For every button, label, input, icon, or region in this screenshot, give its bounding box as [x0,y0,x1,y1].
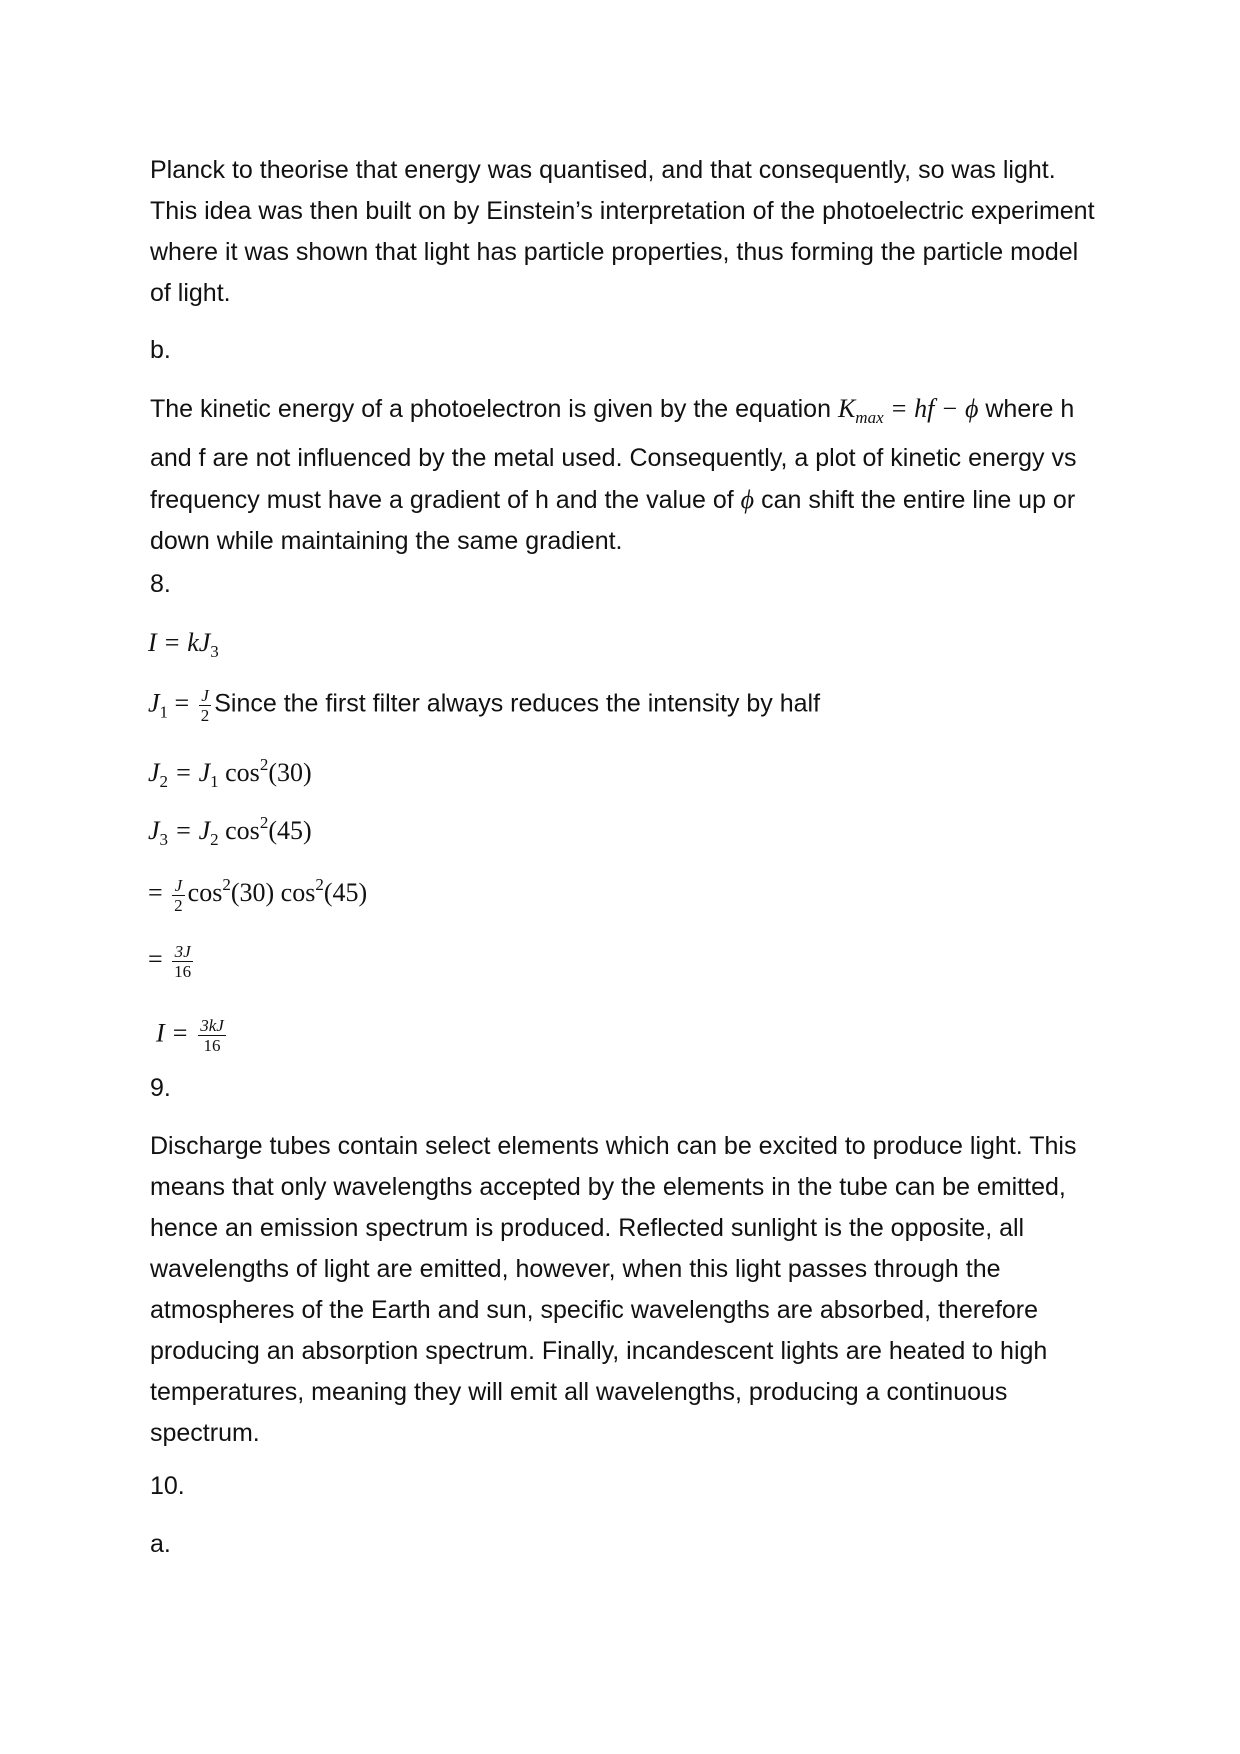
kinetic-text-3: can shift the entire line up or down while maintaining the same gradient. [150,486,1076,555]
paragraph-kinetic-energy [150,388,1095,562]
eq-j2: $J_2 = J_1$ $\cos^2(30)$ [148,755,312,791]
question-8-label: 8. [150,570,171,598]
question-10-label: 10. [150,1472,185,1500]
paragraph-spectra: Discharge tubes contain select elements which can be excited to produce light. This means that only wavelengths accepted by the elements in the tube can be emitted, hence an emission spectrum is produced. Reflected sunlight is the opposite, all wavelengths of light are emitted, however, when this light passes through the atmospheres of the Earth and sun, specific wavelengths are absorbed, therefore producing an absorption spectrum. Finally, incandescent lights are heated to high temperatures, meaning they will emit all wavelengths, producing a continuous spectrum. [150,1132,1077,1447]
kinetic-text-1: The kinetic energy of a photoelectron is given by the equation [150,395,838,423]
eq-combined: = $\frac{J}{2}$ $\cos^2(30)$ $\cos^2(45)$ [148,875,368,915]
paragraph-planck: Planck to theorise that energy was quantised, and that consequently, so was light. This idea was then built on by Einstein’s interpretation of the photoelectric experiment where it was shown that light has particle properties, thus forming the particle model of light. [150,156,1095,307]
phi-symbol: ϕ [740,485,755,514]
part-b-label: b. [150,336,171,364]
question-9-label: 9. [150,1074,171,1102]
eq-j3: $J_3 = J_2$ $\cos^2(45)$ [148,813,312,849]
eq-j1: $J_1$ = $\frac{J}{2}$ Since the first filter always reduces the intensity by half [148,686,821,725]
kinetic-equation: $K_{max}$ = hf − ϕ [837,394,979,427]
eq-result: = $\frac{3J}{16}$ [148,942,192,981]
j1-note: Since the first filter always reduces the intensity by half [214,689,821,718]
kinetic-text-2: where h and f are not influenced by the metal used. Consequently, a plot of kinetic energy vs frequency must have a gradient of h and the value of [150,395,1077,514]
eq-final: I = $\frac{3kJ}{16}$ [156,1016,224,1055]
part-a-label: a. [150,1530,171,1558]
eq-intensity: $I = kJ_3$ [148,628,219,661]
